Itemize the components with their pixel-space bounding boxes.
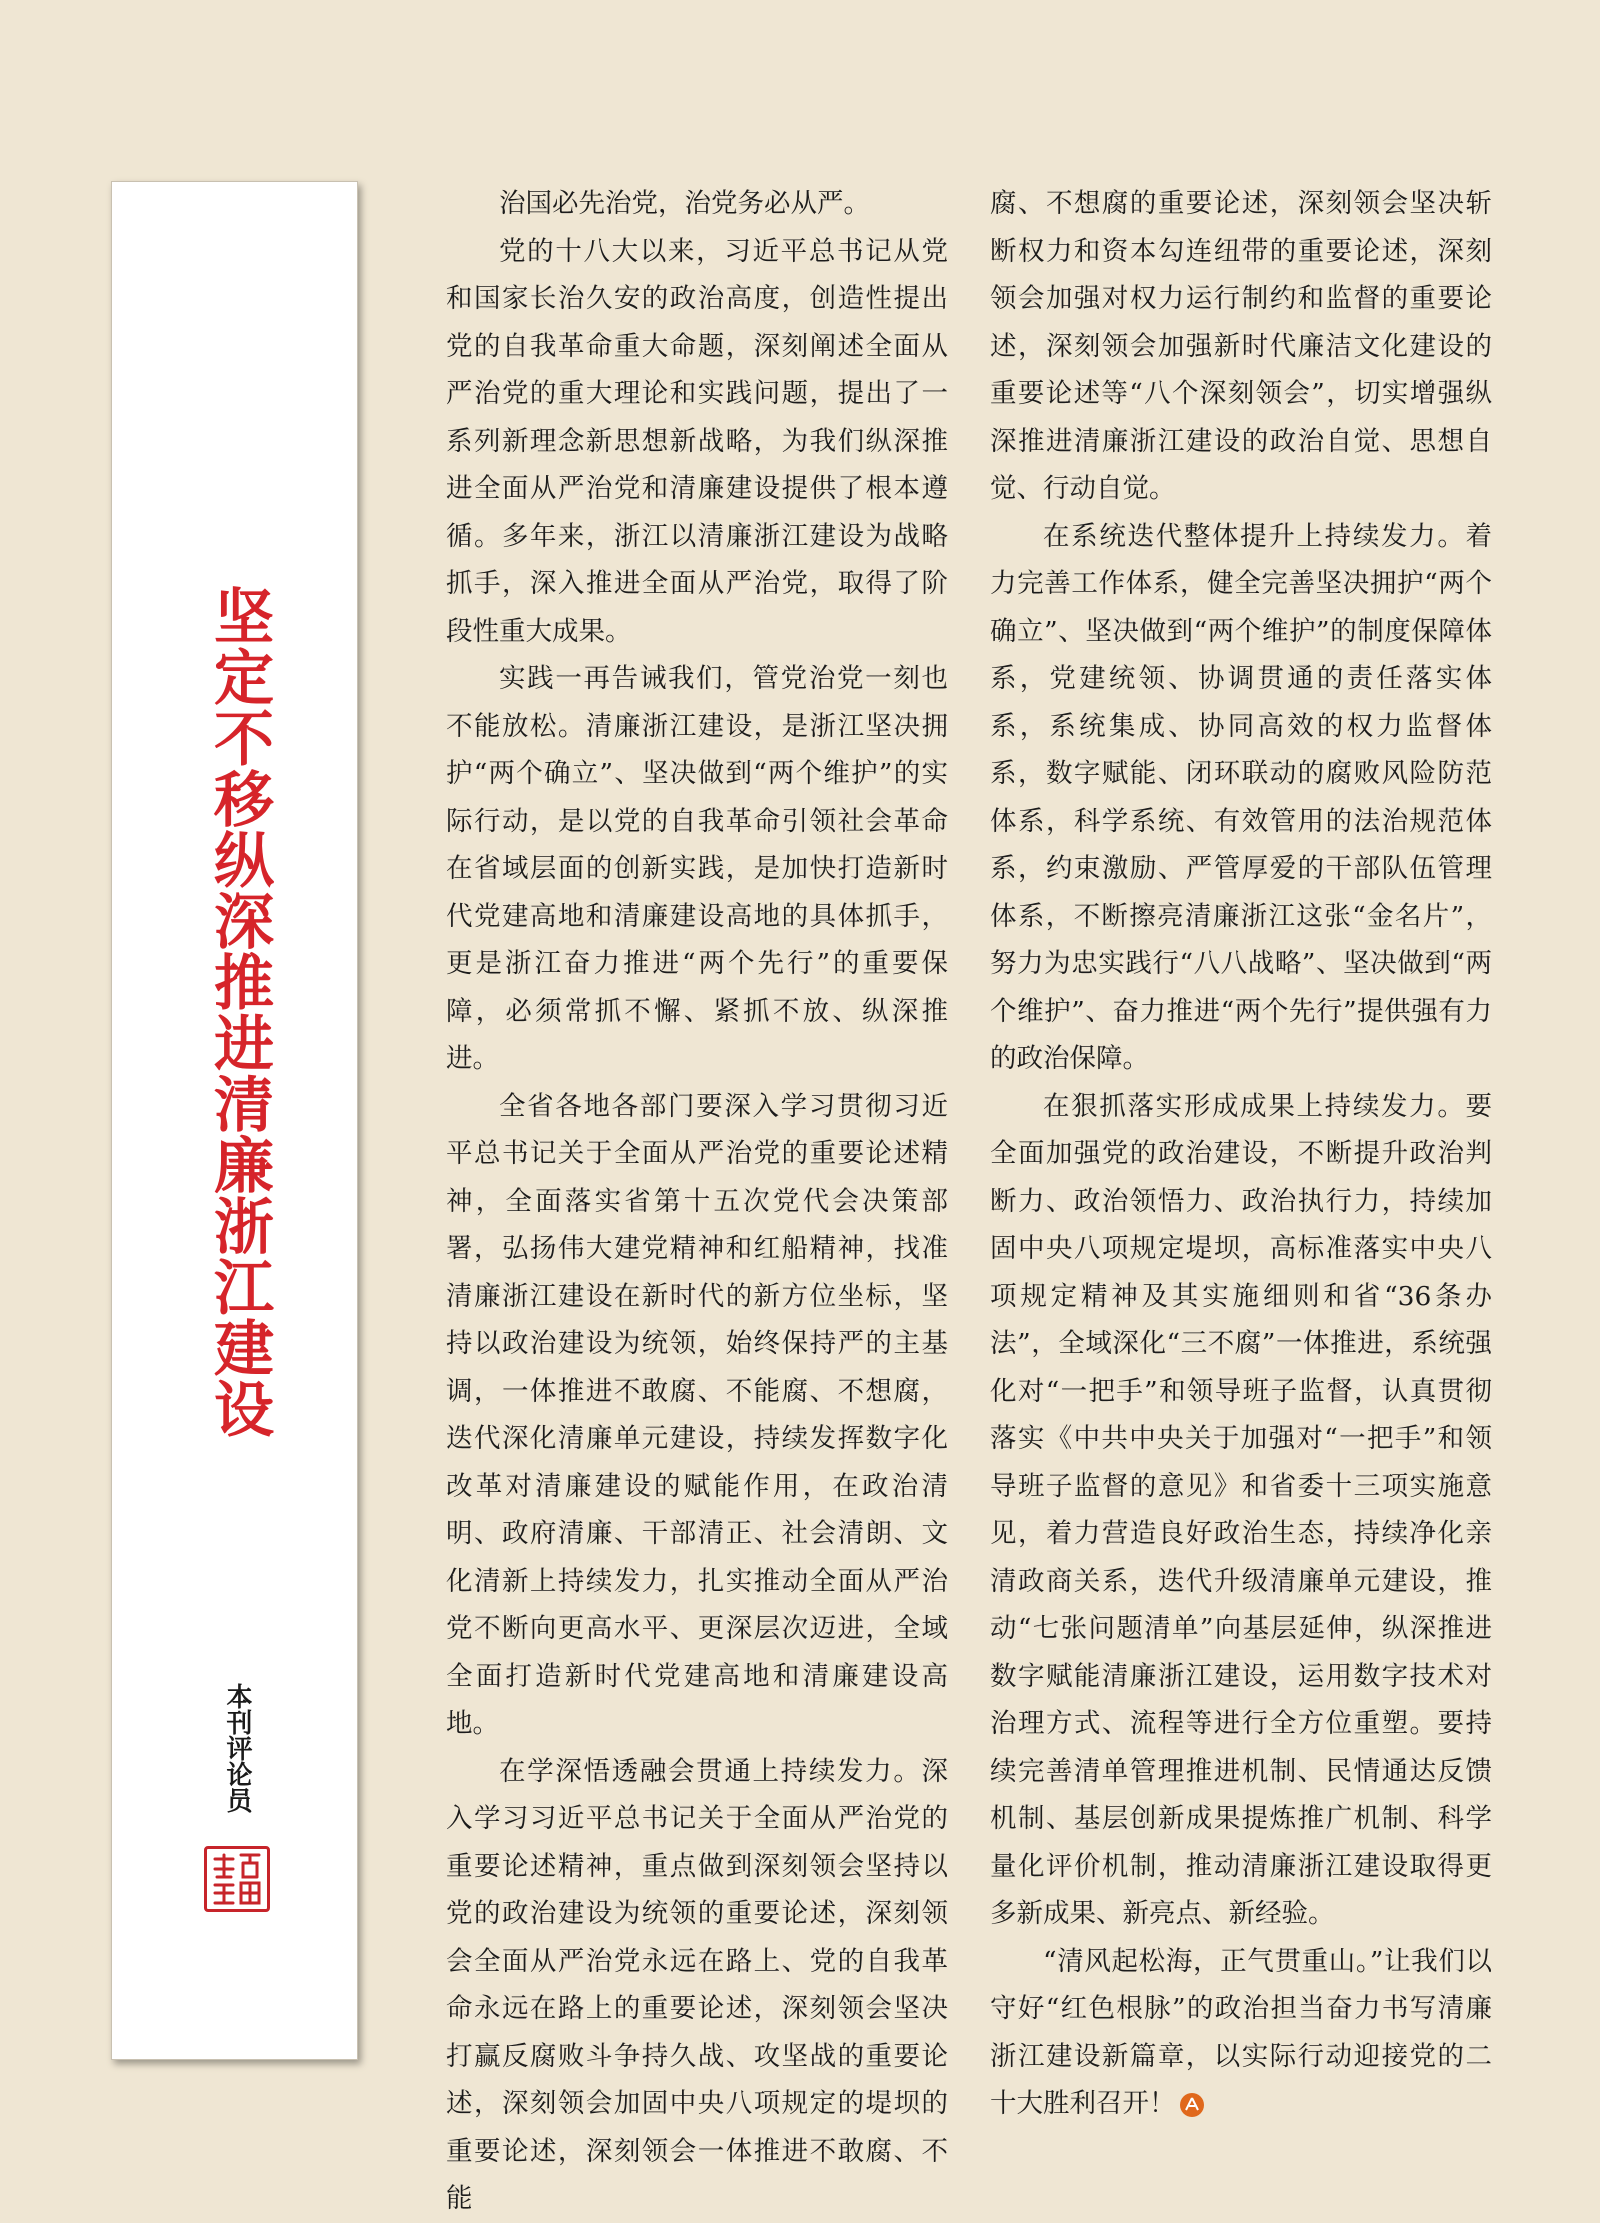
end-mark-icon (1180, 2093, 1204, 2117)
paragraph: 实践一再告诫我们，管党治党一刻也不能放松。清廉浙江建设，是浙江坚决拥护“两个确立”、坚决做到“两个维护”的实际行动，是以党的自我革命引领社会革命在省域层面的创新实践，是加快打造新时代党建高地和清廉建设高地的具体抓手，更是浙江奋力推进“两个先行”的重要保障，必须常抓不懈、紧抓不放、纵深推进。 (446, 663, 948, 1074)
seal-stamp (204, 1846, 270, 1912)
paragraph: 党的十八大以来，习近平总书记从党和国家长治久安的政治高度，创造性提出党的自我革命重大命题，深刻阐述全面从严治党的重大理论和实践问题，提出了一系列新理念新思想新战略，为我们纵深推进全面从严治党和清廉建设提供了根本遵循。多年来，浙江以清廉浙江建设为战略抓手，深入推进全面从严治党，取得了阶段性重大成果。 (446, 235, 948, 647)
paragraph: 在狠抓落实形成成果上持续发力。要全面加强党的政治建设，不断提升政治判断力、政治领悟力、政治执行力，持续加固中央八项规定堤坝，高标准落实中央八项规定精神及其实施细则和省“36条办法”，全域深化“三不腐”一体推进，系统强化对“一把手”和领导班子监督，认真贯彻落实《中共中央关于加强对“一把手”和领导班子监督的意见》和省委十三项实施意见，着力营造良好政治生态，持续净化亲清政商关系，迭代升级清廉单元建设，推动“七张问题清单”向基层延伸，纵深推进数字赋能清廉浙江建设，运用数字技术对治理方式、流程等进行全方位重塑。要持续完善清单管理推进机制、民情通达反馈机制、基层创新成果提炼推广机制、科学量化评价机制，推动清廉浙江建设取得更多新成果、新亮点、新经验。 (990, 1090, 1492, 1929)
seal-glyph-art (207, 1849, 267, 1909)
byline: 本刊评论员 (222, 1683, 252, 1813)
article-title: 坚定不移纵深推进清廉浙江建设 (204, 585, 274, 1439)
paragraph-final (990, 1938, 1492, 2128)
paragraph-final-text: “清风起松海，正气贯重山。”让我们以守好“红色根脉”的政治担当奋力书写清廉浙江建设新篇章，以实际行动迎接党的二十大胜利召开！ (990, 1945, 1492, 2119)
paragraph: 腐、不想腐的重要论述，深刻领会坚决斩断权力和资本勾连纽带的重要论述，深刻领会加强对权力运行制约和监督的重要论述，深刻领会加强新时代廉洁文化建设的重要论述等“八个深刻领会”，切实增强纵深推进清廉浙江建设的政治自觉、思想自觉、行动自觉。 (990, 188, 1492, 504)
paragraph: 在系统迭代整体提升上持续发力。着力完善工作体系，健全完善坚决拥护“两个确立”、坚决做到“两个维护”的制度保障体系，党建统领、协调贯通的责任落实体系，系统集成、协同高效的权力监督体系，数字赋能、闭环联动的腐败风险防范体系，科学系统、有效管用的法治规范体系，约束激励、严管厚爱的干部队伍管理体系，不断擦亮清廉浙江这张“金名片”，努力为忠实践行“八八战略”、坚决做到“两个维护”、奋力推进“两个先行”提供强有力的政治保障。 (990, 520, 1492, 1074)
body-column-2 (990, 180, 1492, 2128)
paragraph: 全省各地各部门要深入学习贯彻习近平总书记关于全面从严治党的重要论述精神，全面落实省第十五次党代会决策部署，弘扬伟大建党精神和红船精神，找准清廉浙江建设在新时代的新方位坐标，坚持以政治建设为统领，始终保持严的主基调，一体推进不敢腐、不能腐、不想腐，迭代深化清廉单元建设，持续发挥数字化改革对清廉建设的赋能作用，在政治清明、政府清廉、干部清正、社会清朗、文化清新上持续发力，扎实推动全面从严治党不断向更高水平、更深层次迈进，全域全面打造新时代党建高地和清廉建设高地。 (446, 1090, 948, 1739)
paragraph: 在学深悟透融会贯通上持续发力。深入学习习近平总书记关于全面从严治党的重要论述精神，重点做到深刻领会坚持以党的政治建设为统领的重要论述，深刻领会全面从严治党永远在路上、党的自我革命永远在路上的重要论述，深刻领会坚决打赢反腐败斗争持久战、攻坚战的重要论述，深刻领会加固中央八项规定的堤坝的重要论述，深刻领会一体推进不敢腐、不能 (446, 1755, 948, 2214)
paragraph: 治国必先治党，治党务必从严。 (499, 188, 870, 219)
body-column-1 (446, 180, 948, 2223)
